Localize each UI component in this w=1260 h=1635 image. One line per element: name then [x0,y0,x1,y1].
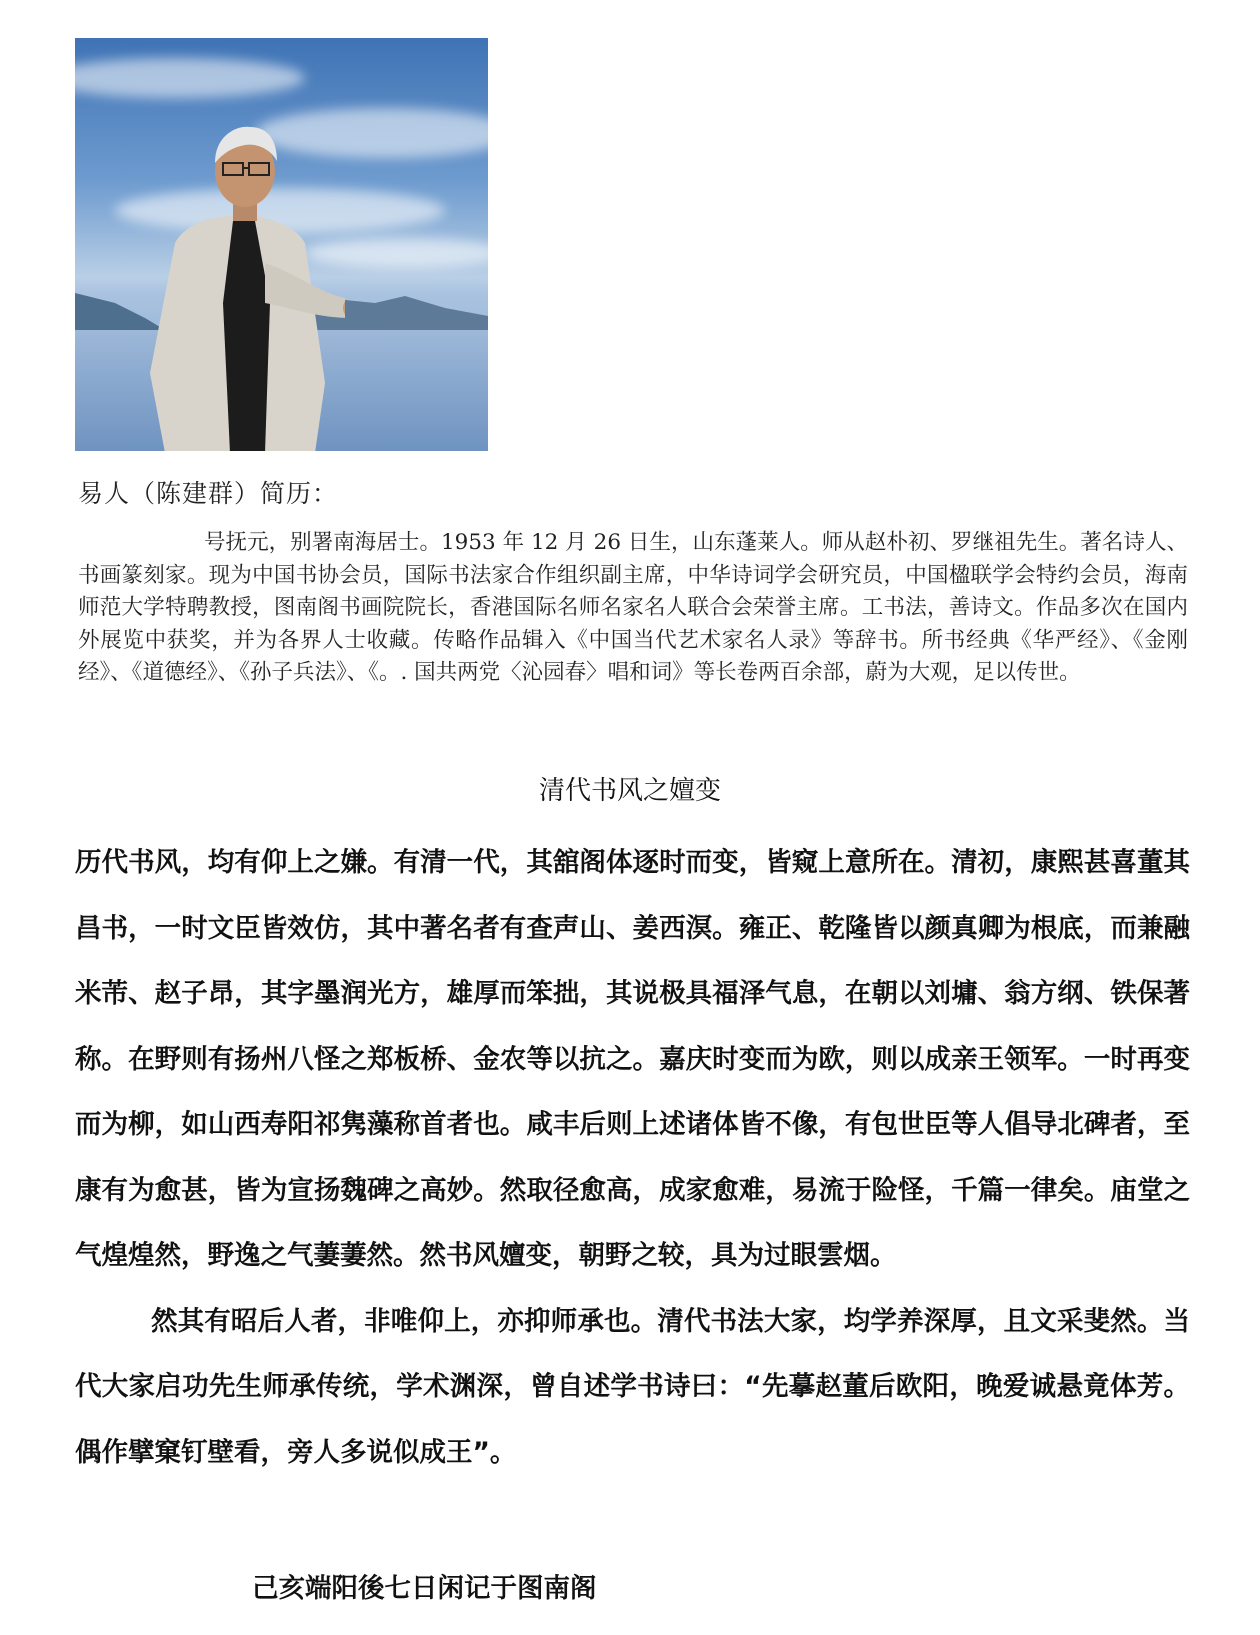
essay-paragraph: 然其有昭后人者，非唯仰上，亦抑师承也。清代书法大家，均学养深厚，且文采斐然。当代大家启功先生师承传统，学术渊深，曾自述学书诗曰：“先摹赵董后欧阳，晚爱诚悬竟体芳。偶作擘窠钉壁看，旁人多说似成王”。 [75,1305,1190,1468]
bio-paragraph: 号抚元，别署南海居士。1953 年 12 月 26 日生，山东蓬莱人。师从赵朴初、罗继祖先生。著名诗人、书画篆刻家。现为中国书协会员，国际书法家合作组织副主席，中华诗词学会研究员，中国楹联学会特约会员，海南师范大学特聘教授，图南阁书画院院长，香港国际名师名家名人联合会荣誉主席。工书法，善诗文。作品多次在国内外展览中获奖，并为各界人士收藏。传略作品辑入《中国当代艺术家名人录》等辞书。所书经典《华严经》、《金刚经》、《道德经》、《孙子兵法》、《。. 国共两党〈沁园春〉唱和词》等长卷两百余部，蔚为大观，足以传世。 [78,530,1188,685]
essay-paragraph: 历代书风，均有仰上之嫌。有清一代，其舘阁体逐时而变，皆窥上意所在。清初，康熙甚喜董其昌书，一时文臣皆效仿，其中著名者有查声山、姜西溟。雍正、乾隆皆以颜真卿为根底，而兼融米芾、赵子昂，其字墨润光方，雄厚而笨拙，其说极具福泽气息，在朝以刘墉、翁方纲、铁保著称。在野则有扬州八怪之郑板桥、金农等以抗之。嘉庆时变而为欧，则以成亲王领军。一时再变而为柳，如山西寿阳祁隽藻称首者也。咸丰后则上述诸体皆不像，有包世臣等人倡导北碑者，至康有为愈甚，皆为宣扬魏碑之高妙。然取径愈高，成家愈难，易流于险怪，千篇一律矣。庙堂之气煌煌然，野逸之气萋萋然。然书风嬗变，朝野之较，具为过眼雲烟。 [75,847,1190,1271]
essay-body [75,830,1190,1485]
portrait-photo [75,38,488,451]
bio-caption: 易人（陈建群）简历： [78,479,339,508]
essay-title: 清代书风之嬗变 [538,776,721,806]
essay-signoff: 己亥端阳後七日闲记于图南阁 [252,1573,597,1604]
